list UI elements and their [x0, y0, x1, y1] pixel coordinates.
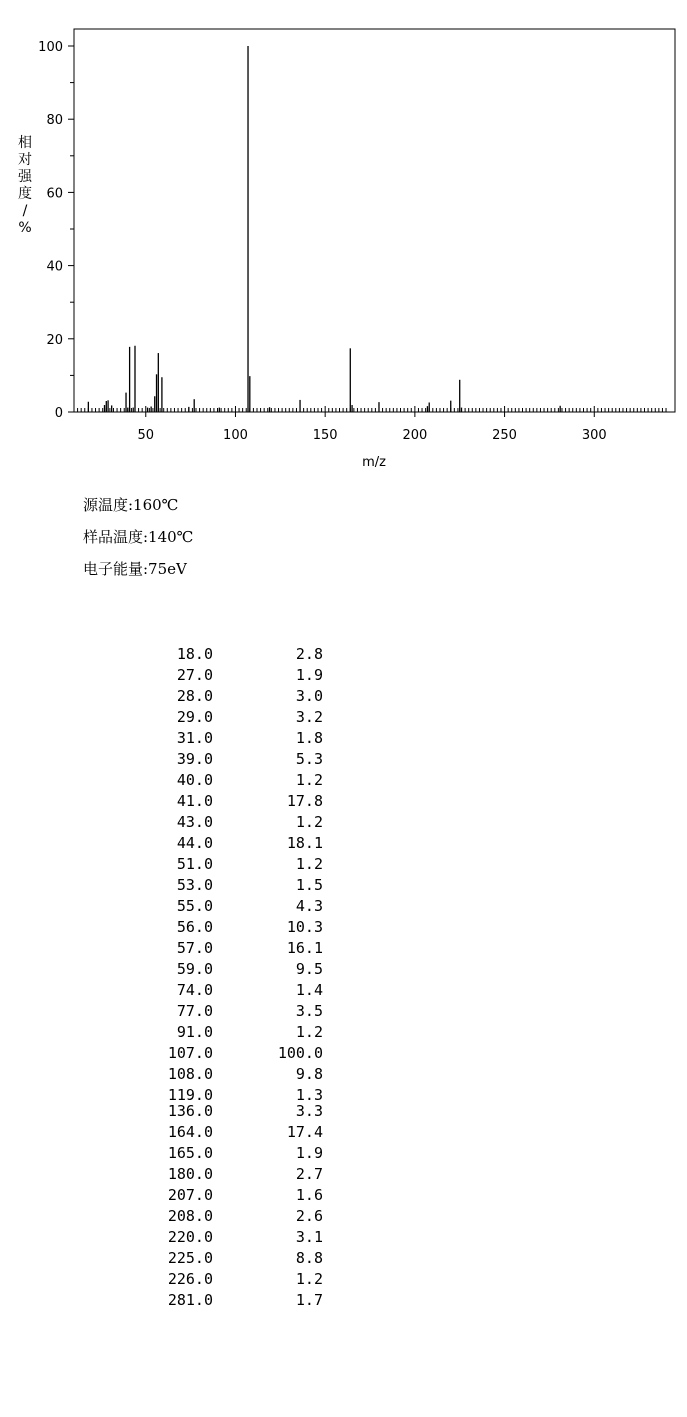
mz-value: 225.0	[167, 1249, 213, 1267]
x-tick-label: 100	[223, 428, 248, 443]
plot-frame	[74, 29, 675, 412]
mz-value: 107.0	[167, 1044, 213, 1062]
mz-value: 281.0	[167, 1291, 213, 1309]
mz-value: 56.0	[176, 918, 213, 936]
mz-value: 59.0	[176, 960, 213, 978]
intensity-value: 10.3	[286, 918, 323, 936]
intensity-value: 9.5	[295, 960, 323, 978]
table-row	[150, 1269, 350, 1290]
mz-value: 27.0	[176, 666, 213, 684]
table-row	[150, 1143, 350, 1164]
mz-value: 43.0	[176, 813, 213, 831]
intensity-value: 17.8	[286, 792, 323, 810]
table-row	[150, 1122, 350, 1143]
table-row	[150, 812, 350, 833]
mz-value: 226.0	[167, 1270, 213, 1288]
intensity-value: 9.8	[295, 1065, 323, 1083]
table-row	[150, 1043, 350, 1064]
table-row	[150, 833, 350, 854]
y-axis	[38, 40, 74, 421]
table-row	[150, 770, 350, 791]
mz-value: 29.0	[176, 708, 213, 726]
x-axis	[137, 412, 606, 443]
intensity-value: 1.8	[295, 729, 323, 747]
intensity-value: 1.2	[295, 771, 323, 789]
mz-value: 180.0	[167, 1165, 213, 1183]
intensity-value: 2.7	[295, 1165, 323, 1183]
intensity-value: 5.3	[295, 750, 323, 768]
mz-value: 53.0	[176, 876, 213, 894]
peak-bars	[88, 46, 560, 412]
table-row	[150, 1206, 350, 1227]
x-tick-label: 150	[312, 428, 338, 443]
y-axis-label-char: %	[18, 220, 32, 236]
table-row	[150, 896, 350, 917]
mz-value: 18.0	[176, 645, 213, 663]
table-row	[150, 917, 350, 938]
y-axis-label-char: 强	[18, 169, 32, 185]
mz-value: 55.0	[176, 897, 213, 915]
y-axis-label	[18, 134, 33, 236]
sample-temperature: 样品温度:140℃	[83, 528, 194, 546]
x-tick-label: 200	[402, 428, 428, 443]
table-row	[150, 1101, 350, 1122]
mz-value: 136.0	[167, 1102, 213, 1120]
table-row	[150, 791, 350, 812]
table-row	[150, 1022, 350, 1043]
table-row	[150, 1248, 350, 1269]
x-minor-ticks	[78, 406, 666, 412]
intensity-value: 1.5	[295, 876, 323, 894]
mz-value: 57.0	[176, 939, 213, 957]
table-row	[150, 1290, 350, 1311]
intensity-value: 1.2	[295, 1270, 323, 1288]
intensity-value: 8.8	[295, 1249, 323, 1267]
mz-value: 51.0	[176, 855, 213, 873]
mz-value: 119.0	[167, 1086, 213, 1104]
x-tick-label: 300	[581, 428, 607, 443]
electron-energy: 电子能量:75eV	[83, 560, 187, 578]
mass-spectrum-chart	[0, 0, 687, 480]
y-tick-label: 20	[46, 332, 63, 348]
intensity-value: 3.3	[295, 1102, 323, 1120]
intensity-value: 1.4	[295, 981, 323, 999]
intensity-value: 3.0	[295, 687, 323, 705]
mz-value: 207.0	[167, 1186, 213, 1204]
mz-value: 108.0	[167, 1065, 213, 1083]
intensity-value: 16.1	[286, 939, 323, 957]
y-axis-label-char: 相	[18, 135, 32, 151]
intensity-value: 1.9	[295, 1144, 323, 1162]
table-row	[150, 959, 350, 980]
mz-value: 77.0	[176, 1002, 213, 1020]
mz-value: 91.0	[176, 1023, 213, 1041]
intensity-value: 1.7	[295, 1291, 323, 1309]
table-row	[150, 1185, 350, 1206]
intensity-value: 1.2	[295, 813, 323, 831]
mz-value: 44.0	[176, 834, 213, 852]
intensity-value: 17.4	[286, 1123, 323, 1141]
table-row	[150, 1001, 350, 1022]
mz-value: 220.0	[167, 1228, 213, 1246]
intensity-value: 1.2	[295, 855, 323, 873]
x-axis-label: m/z	[362, 455, 386, 470]
table-row	[150, 1227, 350, 1248]
mz-value: 165.0	[167, 1144, 213, 1162]
table-row	[150, 728, 350, 749]
intensity-value: 4.3	[295, 897, 323, 915]
table-row	[150, 875, 350, 896]
mz-value: 40.0	[176, 771, 213, 789]
mz-value: 208.0	[167, 1207, 213, 1225]
source-temperature: 源温度:160℃	[83, 496, 179, 514]
table-row	[150, 1064, 350, 1085]
intensity-value: 2.6	[295, 1207, 323, 1225]
y-tick-label: 0	[54, 406, 63, 421]
table-row	[150, 938, 350, 959]
intensity-value: 100.0	[277, 1044, 323, 1062]
mz-value: 39.0	[176, 750, 213, 768]
y-axis-label-char: /	[22, 203, 28, 219]
table-row	[150, 665, 350, 686]
table-row	[150, 749, 350, 770]
mz-value: 164.0	[167, 1123, 213, 1141]
intensity-value: 3.2	[295, 708, 323, 726]
intensity-value: 1.3	[295, 1086, 323, 1104]
intensity-value: 1.2	[295, 1023, 323, 1041]
intensity-value: 1.9	[295, 666, 323, 684]
intensity-value: 1.6	[295, 1186, 323, 1204]
x-tick-label: 50	[137, 428, 155, 443]
y-tick-label: 100	[38, 40, 63, 55]
mz-value: 74.0	[176, 981, 213, 999]
intensity-value: 3.5	[295, 1002, 323, 1020]
table-row	[150, 1164, 350, 1185]
y-axis-label-char: 度	[18, 186, 32, 202]
table-row	[150, 707, 350, 728]
table-row	[150, 644, 350, 665]
y-axis-label-char: 对	[18, 152, 32, 168]
mz-value: 28.0	[176, 687, 213, 705]
intensity-value: 3.1	[295, 1228, 323, 1246]
intensity-value: 18.1	[286, 834, 323, 852]
x-tick-label: 250	[492, 428, 517, 443]
table-row	[150, 980, 350, 1001]
y-tick-label: 40	[46, 259, 63, 275]
table-row	[150, 854, 350, 875]
y-tick-label: 80	[46, 113, 63, 129]
intensity-value: 2.8	[295, 645, 323, 663]
measurement-conditions	[83, 492, 193, 588]
y-tick-label: 60	[46, 186, 63, 202]
mz-value: 31.0	[176, 729, 213, 747]
table-row	[150, 686, 350, 707]
mz-value: 41.0	[176, 792, 213, 810]
